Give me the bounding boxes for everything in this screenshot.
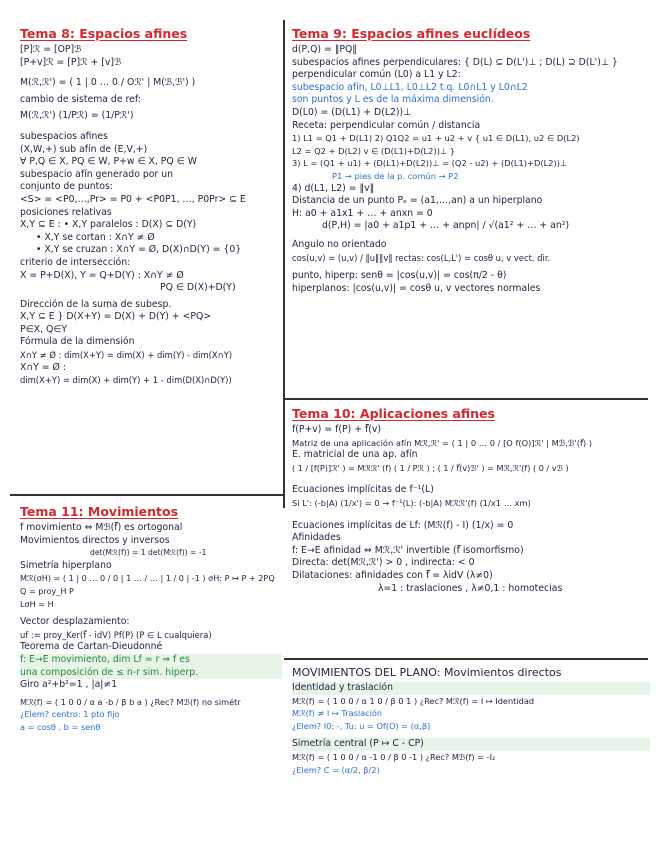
note-line: uf := proy_Ker(f⃗ - idV) Pf(P) (P ∈ L cualquiera)	[20, 629, 212, 640]
note-line: subespacios afines perpendiculares: { D(L) ⊆ D(L')⊥ ; D(L) ⊇ D(L')⊥ }	[292, 56, 618, 68]
note-line: ¿Elem? I0: -, Tu: u = Of(O) = (α,β)	[292, 720, 431, 731]
note-line: X = P+D(X), Y = Q+D(Y) : X∩Y ≠ Ø	[20, 269, 184, 281]
note-line: hiperplanos: |cos(u,v)| = cosθ u, v vectores normales	[292, 282, 541, 294]
vertical-divider	[283, 20, 285, 508]
note-line: Mℛ(f) ≠ I ↦ Traslación	[292, 708, 383, 719]
note-line: ∀ P,Q ∈ X, PQ ∈ W, P+w ∈ X, PQ ∈ W	[20, 156, 197, 168]
note-line: 1) L1 = Q1 + D(L1) 2) Q1Q2 = u1 + u2 + v { u1 ∈ D(L1), u2 ∈ D(L2)	[292, 133, 580, 144]
note-line: f: E→E movimiento, dim Lf = r ⇒ f es	[20, 654, 282, 667]
section-title: MOVIMIENTOS DEL PLANO: Movimientos directos	[292, 666, 562, 679]
note-line: D(L0) = (D(L1) + D(L2))⊥	[292, 106, 412, 118]
horizontal-divider-planos	[284, 658, 648, 660]
note-line: Distancia de un punto Pₑ = (a1,…,an) a un hiperplano	[292, 195, 543, 207]
section-tema-8	[20, 26, 280, 387]
section-tema-9	[292, 26, 650, 295]
note-line: det(Mℛ(f)) = 1 det(Mℛ(f)) = -1	[90, 548, 207, 558]
note-line: Dilataciones: afinidades con f⃗ = λidV (λ≠0)	[292, 569, 493, 581]
horizontal-divider-left	[10, 494, 284, 496]
note-line: Receta: perpendicular común / distancia	[292, 119, 481, 131]
note-line: criterio de intersección:	[20, 256, 131, 268]
note-line: X,Y ⊆ E : • X,Y paralelos : D(X) ⊆ D(Y)	[20, 219, 197, 231]
section-movimientos-plano	[292, 666, 650, 776]
note-line: • X,Y se cortan : X∩Y ≠ Ø	[36, 231, 155, 243]
note-line: [P+v]ℛ = [P]ℛ + [v]ℬ	[20, 56, 122, 68]
note-line: Mℛ(f) = ( 1 0 0 / α 1 0 / β 0 1 ) ¿Rec? Mℛ(f) = I ↦ Identidad	[292, 695, 535, 706]
note-line: Vector desplazamiento:	[20, 616, 130, 628]
note-line: M(ℛ,ℛ') (1/Pℛ) = (1/Pℛ')	[20, 110, 134, 122]
section-tema-11	[20, 504, 282, 734]
note-line: punto, hiperp: senθ = |cos(u,v)| = cos(π/2 - θ)	[292, 270, 507, 282]
note-line: Matriz de una aplicación afín Mℛ,ℛ' = ( 1 | 0 … 0 / [O f(O)]ℛ' | Mℬ,ℬ'(f⃗) )	[292, 437, 592, 448]
note-line: son puntos y L es de la máxima dimensión.	[292, 94, 494, 106]
section-title: Tema 10: Aplicaciones afines	[292, 406, 495, 421]
note-line: perpendicular común (L0) a L1 y L2:	[292, 69, 461, 81]
note-line: una composición de ≤ n-r sim. hiperp.	[20, 667, 282, 680]
note-line: Mℛ(σH) = ( 1 | 0 … 0 / 0 | 1 … / … | 1 / 0 | -1 ) σH: P ↦ P + 2PQ	[20, 573, 275, 584]
note-line: Movimientos directos y inversos	[20, 534, 170, 546]
note-line: Ecuaciones implícitas de f⁻¹(L)	[292, 484, 434, 496]
note-line: conjunto de puntos:	[20, 181, 113, 193]
note-line: M(ℛ,ℛ') = ( 1 | 0 … 0 / Oℛ' | M(ℬ,ℬ') )	[20, 77, 196, 89]
note-line: Q = proy_H P	[20, 585, 74, 596]
note-line: PQ ∈ D(X)+D(Y)	[160, 282, 236, 294]
note-line: X∩Y ≠ Ø : dim(X+Y) = dim(X) + dim(Y) - dim(X∩Y)	[20, 350, 233, 361]
note-line: ¿Elem? C = (α/2, β/2)	[292, 764, 380, 775]
note-line: ¿Elem? centro: 1 pto fijo	[20, 709, 120, 720]
note-line: [P]ℛ = [OP]ℬ	[20, 44, 82, 55]
note-line: 4) d(L1, L2) = ‖v‖	[292, 182, 375, 194]
note-line: <S> = <P0,…,Pr> = P0 + <P0P1, …, P0Pr> ⊆ E	[20, 193, 246, 205]
note-line: X,Y ⊆ E } D(X+Y) = D(X) + D(Y) + <PQ>	[20, 311, 212, 323]
note-line: E. matricial de una ap. afín	[292, 449, 418, 461]
note-line: Fórmula de la dimensión	[20, 336, 135, 348]
note-line: Si L': (-b|A) (1/x') = 0 → f⁻¹(L): (-b|A) Mℛℛ'(f) (1/x1 … xm)	[292, 497, 531, 508]
note-line: d(P,H) = |a0 + a1p1 + … + anpn| / √(a1² + … + an²)	[322, 220, 570, 232]
section-title: Tema 8: Espacios afines	[20, 26, 188, 41]
note-line: Ángulo no orientado	[292, 238, 387, 250]
note-line: P1 → pies de la p. común → P2	[332, 170, 459, 181]
note-line: f movimiento ⇔ Mℬ(f⃗) es ortogonal	[20, 522, 183, 533]
note-line: cambio de sistema de ref:	[20, 93, 141, 105]
note-line: Mℛ(f) = ( 1 0 0 / α -1 0 / β 0 -1 ) ¿Rec? Mℬ(f) = -I₂	[292, 751, 496, 762]
note-line: subespacio afín, L0⊥L1, L0⊥L2 t.q. L0∩L1 y L0∩L2	[292, 81, 528, 93]
note-line: subespacio afín generado por un	[20, 168, 173, 180]
note-line: Identidad y traslación	[292, 682, 650, 695]
note-line: Directa: det(Mℛ,ℛ') > 0 , indirecta: < 0	[292, 557, 475, 569]
note-line: Afinidades	[292, 532, 341, 544]
note-line: a = cosθ , b = senθ	[20, 721, 101, 732]
note-line: Teorema de Cartan-Dieudonné	[20, 641, 163, 653]
note-line: dim(X+Y) = dim(X) + dim(Y) + 1 - dim(D(X)∩D(Y))	[20, 375, 232, 386]
note-line: Ecuaciones implícitas de Lf: (Mℛ(f) - I) (1/x) = 0	[292, 519, 514, 531]
note-line: 3) L = (Q1 + u1) + (D(L1)+D(L2))⊥ = (Q2 - u2) + (D(L1)+D(L2))⊥	[292, 158, 568, 169]
note-line: Dirección de la suma de subesp.	[20, 298, 172, 310]
note-line: X∩Y = Ø :	[20, 361, 66, 373]
note-line: L2 = Q2 + D(L2) v ∈ (D(L1)+D(L2))⊥ }	[292, 145, 456, 156]
note-line: P∈X, Q∈Y	[20, 323, 68, 335]
note-line: subespacios afines	[20, 130, 108, 142]
note-line: posiciones relativas	[20, 206, 112, 218]
note-line: Giro a²+b²=1 , |a|≠1	[20, 679, 118, 691]
section-title: Tema 9: Espacios afines euclídeos	[292, 26, 531, 41]
horizontal-divider-right	[284, 398, 648, 400]
note-line: Simetría hiperplano	[20, 559, 112, 571]
note-line: Mℛ(f) = ( 1 0 0 / α a -b / β b a ) ¿Rec? Mℬ(f) no simétr	[20, 696, 241, 707]
note-line: ( 1 / [f(P)]ℛ' ) = Mℛℛ' (f) ( 1 / Pℛ ) ; ( 1 / f⃗(v)ℬ' ) = Mℛ,ℛ'(f) ( 0 / vℬ )	[292, 462, 569, 473]
section-title: Tema 11: Movimientos	[20, 504, 179, 519]
section-tema-10	[292, 406, 650, 595]
note-line: Simetría central (P ↦ C - CP)	[292, 738, 650, 751]
note-line: cos(u,v) = (u,v) / ‖u‖‖v‖ rectas: cos(L,L') = cosθ u, v vect. dir.	[292, 252, 551, 263]
note-line: f(P+v) = f(P) + f⃗(v)	[292, 424, 381, 435]
note-line: LσH = H	[20, 598, 54, 609]
note-line: λ=1 : traslaciones , λ≠0,1 : homotecias	[378, 582, 563, 594]
note-line: f: E→E afinidad ⇔ Mℛ,ℛ' invertible (f⃗ isomorfismo)	[292, 544, 524, 556]
note-line: (X,W,+) sub afín de (E,V,+)	[20, 143, 148, 155]
note-line: d(P,Q) = ‖PQ‖	[292, 44, 357, 55]
note-line: H: a0 + a1x1 + … + anxn = 0	[292, 207, 433, 219]
note-line: • X,Y se cruzan : X∩Y = Ø, D(X)∩D(Y) = {0}	[36, 244, 242, 256]
